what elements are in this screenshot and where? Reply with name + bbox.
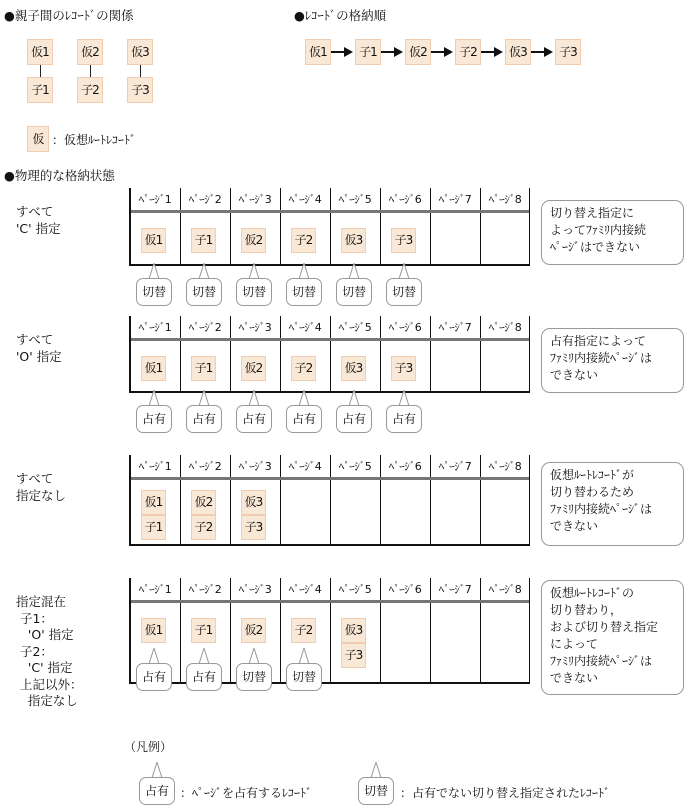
record-box: 子1 (191, 356, 216, 381)
parent-record: 仮2 (77, 39, 103, 65)
note-line: 切り替え指定に (550, 206, 635, 220)
page-header: ﾍﾟｰｼﾞ8 (488, 193, 522, 206)
page-header: ﾍﾟｰｼﾞ7 (438, 321, 472, 334)
relation-line (90, 65, 91, 77)
note-box (541, 580, 684, 695)
page-header: ﾍﾟｰｼﾞ3 (238, 583, 272, 596)
record-box: 仮2 (241, 356, 266, 381)
order-record: 仮2 (405, 39, 431, 65)
section-label: すべて 'C' 指定 (16, 204, 61, 236)
legend-title: （凡例） (124, 740, 173, 754)
record-box: 子1 (141, 515, 166, 540)
callout-badge: 切替 (236, 663, 272, 691)
arrow-icon (481, 51, 501, 53)
callout-badge: 占有 (186, 405, 222, 433)
record-box: 子2 (291, 228, 316, 253)
record-box: 子3 (391, 228, 416, 253)
arrow-icon (381, 51, 401, 53)
note-box (541, 200, 684, 265)
record-box: 仮3 (341, 356, 366, 381)
section-label: すべて 指定なし (16, 471, 67, 503)
note-line: できない (550, 368, 599, 382)
callout-badge: 切替 (236, 278, 272, 306)
page-header: ﾍﾟｰｼﾞ6 (388, 193, 422, 206)
page-header: ﾍﾟｰｼﾞ6 (388, 460, 422, 473)
arrow-icon (531, 51, 551, 53)
record-box: 子1 (191, 618, 216, 643)
order-record: 仮3 (505, 39, 531, 65)
page-header: ﾍﾟｰｼﾞ8 (488, 321, 522, 334)
page-header: ﾍﾟｰｼﾞ4 (288, 460, 322, 473)
page-header: ﾍﾟｰｼﾞ5 (338, 460, 372, 473)
callout-pointer (297, 390, 311, 406)
record-box: 仮2 (241, 618, 266, 643)
note-line: ﾌｧﾐﾘ内接続ﾍﾟｰｼﾞは (550, 654, 653, 668)
note-line: ﾍﾟｰｼﾞはできない (550, 240, 641, 254)
record-box: 仮1 (141, 490, 166, 515)
page-header: ﾍﾟｰｼﾞ6 (388, 583, 422, 596)
callout-pointer (197, 263, 211, 279)
page-header: ﾍﾟｰｼﾞ5 (338, 583, 372, 596)
callout-badge: 占有 (336, 405, 372, 433)
record-box: 仮1 (141, 228, 166, 253)
note-line: できない (550, 519, 599, 533)
callout-badge: 占有 (286, 405, 322, 433)
legend-virtual-text: ：仮想ﾙｰﾄﾚｺｰﾄﾞ (52, 133, 137, 147)
order-title: ●ﾚｺｰﾄﾞの格納順 (294, 8, 387, 23)
header-divider (131, 477, 529, 480)
page-header: ﾍﾟｰｼﾞ7 (438, 460, 472, 473)
record-box: 仮1 (141, 618, 166, 643)
page-header: ﾍﾟｰｼﾞ1 (138, 583, 172, 596)
callout-badge: 切替 (336, 278, 372, 306)
header-divider (131, 600, 529, 603)
record-box: 仮3 (341, 618, 366, 643)
record-box: 子2 (291, 618, 316, 643)
page-header: ﾍﾟｰｼﾞ2 (188, 583, 222, 596)
page-table (129, 316, 530, 393)
header-divider (131, 338, 529, 341)
order-record: 子1 (355, 39, 381, 65)
legend-occupy-text: ：ﾍﾟｰｼﾞを占有するﾚｺｰﾄﾞ (180, 786, 313, 800)
legend-virtual-box: 仮 (27, 126, 49, 152)
callout-badge: 切替 (386, 278, 422, 306)
arrow-icon (431, 51, 451, 53)
note-line: できない (550, 671, 599, 685)
parent-record: 仮1 (27, 39, 53, 65)
callout-pointer (247, 263, 261, 279)
record-box: 子3 (341, 643, 366, 668)
physical-title: ●物理的な格納状態 (4, 168, 115, 183)
header-divider (131, 210, 529, 213)
callout-pointer (147, 390, 161, 406)
callout-pointer (347, 390, 361, 406)
child-record: 子3 (127, 77, 153, 103)
callout-badge: 切替 (136, 278, 172, 306)
callout-pointer (369, 762, 383, 778)
callout-pointer (347, 263, 361, 279)
page-header: ﾍﾟｰｼﾞ2 (188, 321, 222, 334)
note-line: 切り替わり， (550, 603, 623, 617)
page-header: ﾍﾟｰｼﾞ4 (288, 193, 322, 206)
note-line: ﾌｧﾐﾘ内接続ﾍﾟｰｼﾞは (550, 502, 653, 516)
callout-badge: 占有 (236, 405, 272, 433)
relation-title: ●親子間のﾚｺｰﾄﾞの関係 (4, 8, 134, 23)
legend-switch-text: ：占有でない切り替え指定されたﾚｺｰﾄﾞ (400, 786, 611, 800)
order-record: 子2 (455, 39, 481, 65)
note-line: 切り替わるため (550, 485, 635, 499)
page-header: ﾍﾟｰｼﾞ6 (388, 321, 422, 334)
page-header: ﾍﾟｰｼﾞ7 (438, 583, 472, 596)
page-header: ﾍﾟｰｼﾞ4 (288, 583, 322, 596)
record-box: 仮3 (341, 228, 366, 253)
callout-pointer (147, 263, 161, 279)
record-box: 子2 (191, 515, 216, 540)
arrow-icon (331, 51, 351, 53)
callout-badge: 切替 (286, 278, 322, 306)
note-line: よってﾌｧﾐﾘ内接続 (550, 223, 647, 237)
section-label: 指定混在 子1： 'O' 指定 子2： 'C' 指定 上記以外： 指定なし (16, 594, 83, 708)
relation-line (140, 65, 141, 77)
callout-pointer (297, 648, 311, 664)
callout-pointer (197, 648, 211, 664)
callout-pointer (247, 648, 261, 664)
note-line: によって (550, 637, 599, 651)
note-line: 仮想ﾙｰﾄﾚｺｰﾄﾞの (550, 586, 635, 600)
page-table (129, 188, 530, 266)
page-header: ﾍﾟｰｼﾞ8 (488, 460, 522, 473)
order-record: 子3 (555, 39, 581, 65)
relation-line (40, 65, 41, 77)
callout-badge: 占有 (186, 663, 222, 691)
callout-pointer (397, 390, 411, 406)
page-header: ﾍﾟｰｼﾞ3 (238, 460, 272, 473)
callout-pointer (147, 648, 161, 664)
record-box: 仮2 (191, 490, 216, 515)
note-line: 仮想ﾙｰﾄﾚｺｰﾄﾞが (550, 468, 635, 482)
parent-record: 仮3 (127, 39, 153, 65)
record-box: 子2 (291, 356, 316, 381)
callout-pointer (397, 263, 411, 279)
record-box: 子1 (191, 228, 216, 253)
record-box: 仮1 (141, 356, 166, 381)
page-header: ﾍﾟｰｼﾞ5 (338, 193, 372, 206)
page-header: ﾍﾟｰｼﾞ2 (188, 193, 222, 206)
note-box (541, 462, 684, 546)
callout-badge: 切替 (358, 777, 394, 805)
callout-pointer (197, 390, 211, 406)
note-line: および切り替え指定 (550, 620, 659, 634)
order-record: 仮1 (305, 39, 331, 65)
callout-badge: 占有 (139, 777, 175, 805)
page-header: ﾍﾟｰｼﾞ5 (338, 321, 372, 334)
callout-pointer (297, 263, 311, 279)
record-box: 仮3 (241, 490, 266, 515)
page-header: ﾍﾟｰｼﾞ1 (138, 321, 172, 334)
page-header: ﾍﾟｰｼﾞ2 (188, 460, 222, 473)
note-box (541, 328, 684, 393)
callout-badge: 占有 (136, 405, 172, 433)
record-box: 子3 (391, 356, 416, 381)
callout-badge: 切替 (186, 278, 222, 306)
page-header: ﾍﾟｰｼﾞ4 (288, 321, 322, 334)
callout-badge: 占有 (386, 405, 422, 433)
record-box: 子3 (241, 515, 266, 540)
page-header: ﾍﾟｰｼﾞ3 (238, 321, 272, 334)
record-box: 仮2 (241, 228, 266, 253)
page-header: ﾍﾟｰｼﾞ1 (138, 460, 172, 473)
page-header: ﾍﾟｰｼﾞ3 (238, 193, 272, 206)
note-line: ﾌｧﾐﾘ内接続ﾍﾟｰｼﾞは (550, 351, 653, 365)
callout-badge: 切替 (286, 663, 322, 691)
page-table (129, 455, 530, 546)
callout-badge: 占有 (136, 663, 172, 691)
page-header: ﾍﾟｰｼﾞ7 (438, 193, 472, 206)
callout-pointer (247, 390, 261, 406)
callout-pointer (150, 762, 164, 778)
page-header: ﾍﾟｰｼﾞ8 (488, 583, 522, 596)
child-record: 子1 (27, 77, 53, 103)
section-label: すべて 'O' 指定 (16, 332, 62, 364)
page-header: ﾍﾟｰｼﾞ1 (138, 193, 172, 206)
note-line: 占有指定によって (550, 334, 647, 348)
child-record: 子2 (77, 77, 103, 103)
